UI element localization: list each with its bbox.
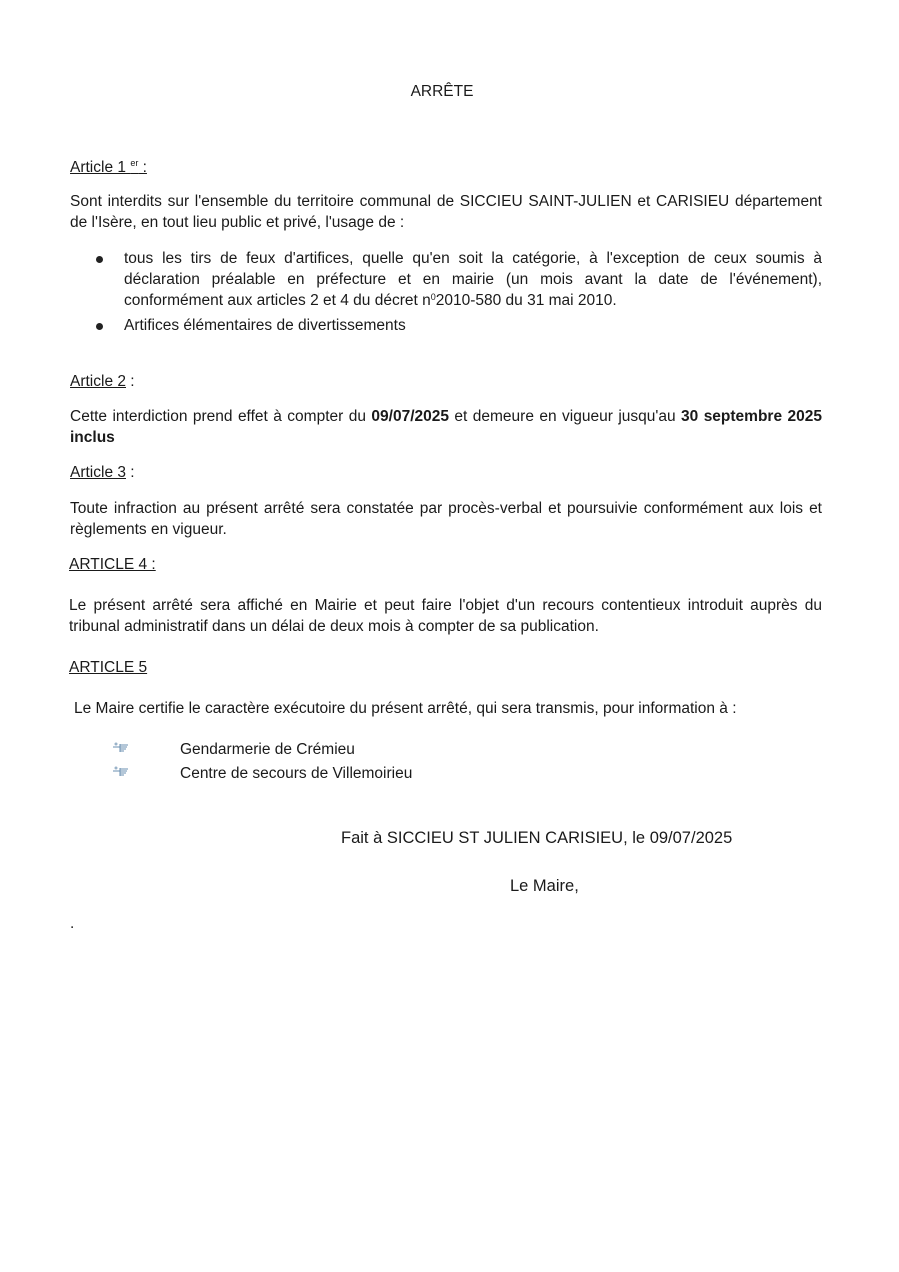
article-2-date-end: 30 septembre 2025 inclus	[70, 408, 822, 446]
article-1-heading-suffix: :	[138, 159, 147, 176]
article-2-heading-label: Article 2	[70, 373, 126, 390]
article-5-text: Le Maire certifie le caractère exécutoire du présent arrêté, qui sera transmis, pour information à :	[74, 700, 737, 717]
article-3-heading-suffix: :	[126, 464, 135, 481]
signature-place-date: Fait à SICCIEU ST JULIEN CARISIEU, le 09/07/2025	[341, 829, 733, 847]
list-item	[96, 315, 822, 337]
signature-signer: Le Maire,	[510, 877, 579, 895]
article-5-heading: ARTICLE 5	[69, 659, 148, 676]
pointing-hand-icon	[112, 741, 130, 753]
recipient-2: Centre de secours de Villemoirieu	[180, 765, 413, 782]
article-3-heading-label: Article 3	[70, 464, 126, 481]
article-2-heading	[70, 371, 135, 392]
article-1-heading-label: Article 1	[70, 159, 126, 176]
article-3-text: Toute infraction au présent arrêté sera constatée par procès-verbal et poursuivie conformément aux lois et règlements en vigueur.	[70, 500, 822, 538]
article-2-date-start: 09/07/2025	[371, 408, 449, 425]
bullet-icon	[96, 323, 103, 330]
article-1-heading-sup: er	[130, 158, 139, 168]
list-item	[112, 763, 512, 785]
bullet-1-text: tous les tirs de feux d'artifices, quelle qu'en soit la catégorie, à l'exception de ceux soumis à déclaration préalable en préfecture et en mairie (un mois avant la date de l'événement), conformément aux articles 2 et 4 du décret n	[124, 250, 822, 309]
article-4-heading: ARTICLE 4 :	[69, 556, 156, 573]
article-3-heading	[70, 462, 135, 483]
bullet-1-sup: 0	[430, 292, 436, 302]
article-2-text-b: et demeure en vigueur jusqu'au	[448, 408, 682, 425]
article-1-heading	[70, 157, 147, 178]
article-2-heading-suffix: :	[126, 373, 135, 390]
article-4-text: Le présent arrêté sera affiché en Mairie et peut faire l'objet d'un recours contentieux introduit auprès du tribunal administratif dans un délai de deux mois à compter de sa publication.	[69, 597, 822, 635]
page-title: ARRÊTE	[410, 83, 474, 100]
article-2-text-a: Cette interdiction prend effet à compter du	[70, 408, 372, 425]
article-1-intro: Sont interdits sur l'ensemble du territoire communal de SICCIEU SAINT-JULIEN et CARISIEU département de l'Isère, en tout lieu public et privé, l'usage de :	[70, 193, 822, 231]
bullet-1-text-end: 2010-580 du 31 mai 2010.	[435, 292, 617, 309]
article-2-text	[70, 406, 822, 448]
list-item	[112, 739, 512, 761]
pointing-hand-icon	[112, 765, 130, 777]
bullet-icon	[96, 256, 103, 263]
article-1-bullet-1	[124, 248, 822, 311]
article-1-bullet-2: Artifices élémentaires de divertissements	[124, 317, 406, 334]
list-item	[96, 248, 822, 314]
trailing-mark: .	[70, 915, 75, 932]
recipient-1: Gendarmerie de Crémieu	[180, 741, 355, 758]
